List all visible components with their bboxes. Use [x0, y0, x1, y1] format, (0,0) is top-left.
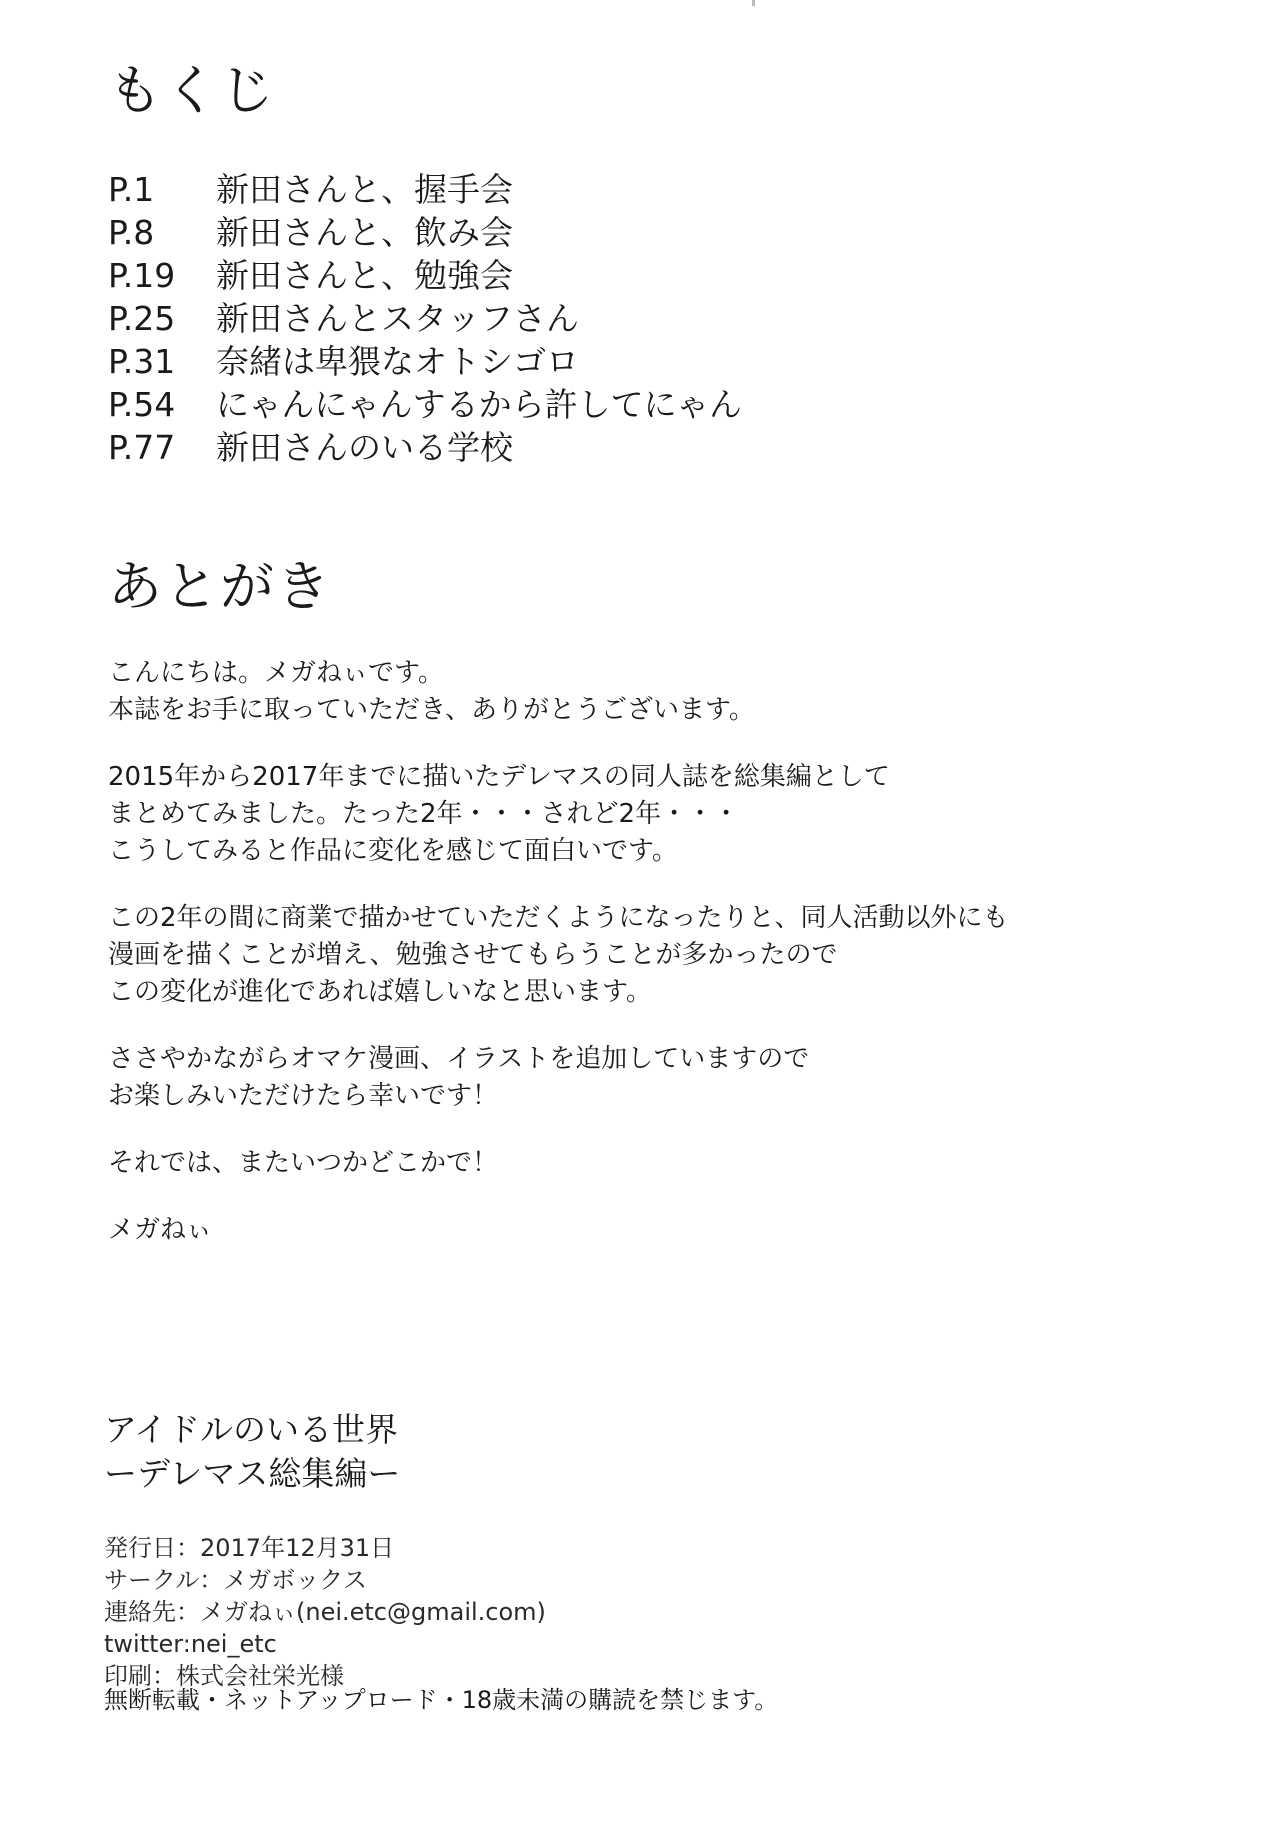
afterword-line: まとめてみました。たった2年・・・されど2年・・・ — [108, 799, 740, 829]
afterword-paragraph — [108, 759, 1188, 870]
colophon — [104, 1532, 546, 1692]
afterword-heading: あとがき — [108, 555, 332, 618]
book-title-block — [104, 1408, 400, 1496]
toc-list — [108, 168, 742, 469]
afterword-body — [108, 655, 1188, 1279]
toc-entry — [108, 297, 742, 340]
afterword-paragraph — [108, 655, 1188, 729]
toc-page-number: P.77 — [108, 428, 176, 467]
book-title: アイドルのいる世界 — [104, 1410, 399, 1449]
colophon-contact: 連絡先：メガねぃ(nei.etc@gmail.com) — [104, 1598, 546, 1626]
afterword-line: それでは、またいつかどこかで！ — [108, 1148, 499, 1178]
toc-entry-title: 新田さんと、握手会 — [216, 170, 513, 209]
afterword-line: この変化が進化であれば嬉しいなと思います。 — [108, 977, 652, 1007]
afterword-line: こんにちは。メガねぃです。 — [108, 658, 444, 688]
toc-entry-title: 新田さんと、勉強会 — [216, 256, 513, 295]
toc-entry-title: 新田さんとスタッフさん — [216, 299, 579, 338]
afterword-line: この2年の間に商業で描かせていただくようになったりと、同人活動以外にも — [108, 903, 1009, 933]
toc-page-number: P.19 — [108, 256, 176, 295]
toc-entry-title: 奈緒は卑猥なオトシゴロ — [216, 342, 579, 381]
afterword-line: お楽しみいただけたら幸いです！ — [108, 1081, 499, 1111]
colophon-date: 発行日：2017年12月31日 — [104, 1534, 395, 1562]
toc-entry-title: にゃんにゃんするから許してにゃん — [216, 385, 743, 424]
scan-mark — [752, 0, 755, 6]
afterword-line: 漫画を描くことが増え、勉強させてもらうことが多かったので — [108, 940, 838, 970]
toc-entry — [108, 426, 742, 469]
afterword-paragraph — [108, 900, 1188, 1011]
afterword-line: 本誌をお手に取っていただき、ありがとうございます。 — [108, 695, 755, 725]
toc-page-number: P.54 — [108, 385, 176, 424]
toc-page-number: P.8 — [108, 213, 155, 252]
toc-entry — [108, 383, 742, 426]
toc-heading: もくじ — [108, 59, 276, 122]
afterword-paragraph — [108, 1145, 1188, 1182]
toc-entry — [108, 211, 742, 254]
toc-entry — [108, 168, 742, 211]
toc-entry — [108, 254, 742, 297]
toc-page-number: P.25 — [108, 299, 176, 338]
colophon-printer: 印刷：株式会社栄光様 — [104, 1662, 344, 1690]
book-subtitle: ーデレマス総集編ー — [104, 1454, 401, 1493]
toc-entry-title: 新田さんのいる学校 — [216, 428, 513, 467]
toc-entry-title: 新田さんと、飲み会 — [216, 213, 513, 252]
afterword-line: ささやかながらオマケ漫画、イラストを追加していますので — [108, 1044, 810, 1074]
toc-entry — [108, 340, 742, 383]
toc-page-number: P.1 — [108, 170, 155, 209]
afterword-line: こうしてみると作品に変化を感じて面白いです。 — [108, 836, 678, 866]
colophon-circle: サークル：メガボックス — [104, 1566, 368, 1594]
toc-page-number: P.31 — [108, 342, 176, 381]
afterword-line: メガねぃ — [108, 1215, 213, 1245]
afterword-paragraph — [108, 1041, 1188, 1115]
copyright-notice: 無断転載・ネットアップロード・18歳未満の購読を禁じます。 — [104, 1686, 779, 1714]
afterword-line: 2015年から2017年までに描いたデレマスの同人誌を総集編として — [108, 762, 890, 792]
colophon-twitter: twitter:nei_etc — [104, 1630, 277, 1658]
afterword-signature — [108, 1212, 1188, 1249]
